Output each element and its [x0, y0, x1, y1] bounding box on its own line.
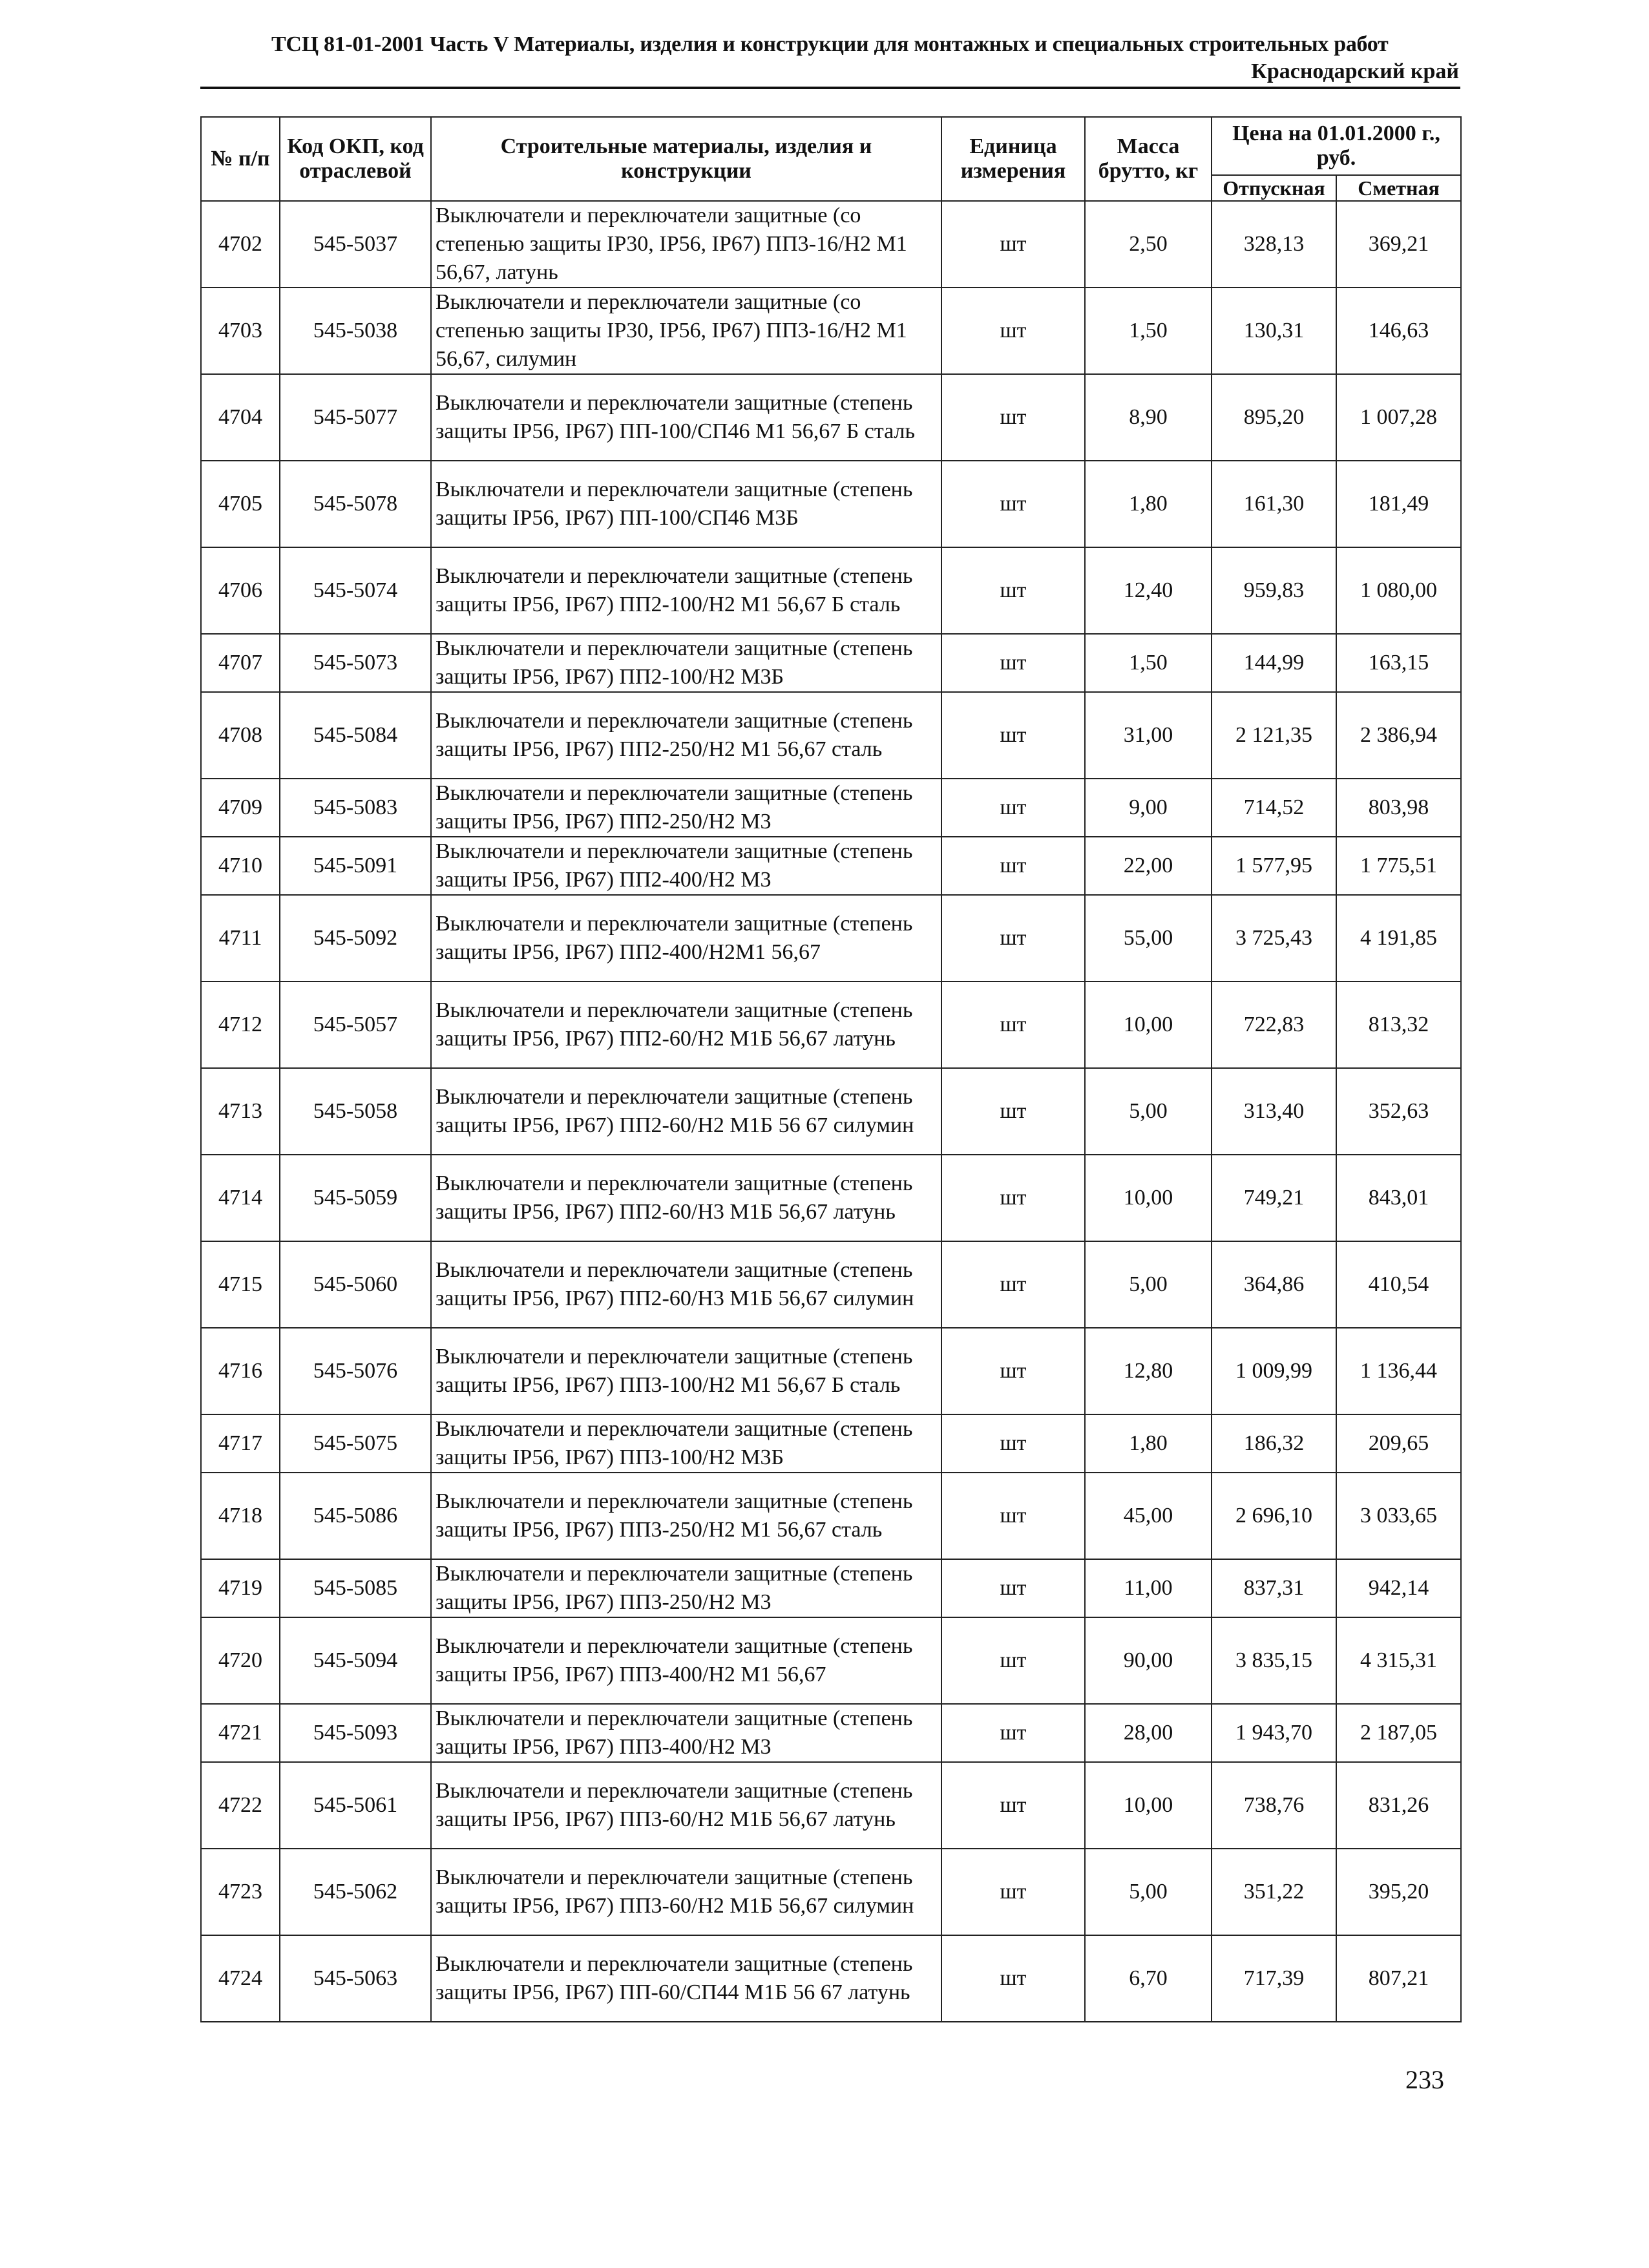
row-mass: 55,00 [1085, 895, 1212, 982]
row-price-estimate: 942,14 [1336, 1559, 1461, 1617]
row-code: 545-5083 [280, 779, 431, 837]
page-number: 233 [1405, 2065, 1444, 2094]
row-price-release: 749,21 [1212, 1155, 1336, 1241]
row-code: 545-5063 [280, 1935, 431, 2022]
table-row [201, 1155, 1461, 1241]
row-name: Выключатели и переключатели защитные (степень защиты IP56, IP67) ПП-100/СП46 М1 56,67 Б сталь [431, 374, 941, 461]
row-name: Выключатели и переключатели защитные (степень защиты IP56, IP67) ПП-60/СП44 М1Б 56 67 латунь [431, 1935, 941, 2022]
row-name: Выключатели и переключатели защитные (степень защиты IP56, IP67) ПП2-400/Н2М1 56,67 [431, 895, 941, 982]
price-table [200, 116, 1462, 2022]
row-mass: 10,00 [1085, 982, 1212, 1068]
row-name: Выключатели и переключатели защитные (степень защиты IP56, IP67) ПП2-100/Н2 М1 56,67 Б сталь [431, 547, 941, 634]
row-price-release: 364,86 [1212, 1241, 1336, 1328]
row-price-estimate: 352,63 [1336, 1068, 1461, 1155]
row-number: 4721 [201, 1704, 280, 1762]
row-code: 545-5059 [280, 1155, 431, 1241]
row-name: Выключатели и переключатели защитные (степень защиты IP56, IP67) ПП3-100/Н2 М1 56,67 Б сталь [431, 1328, 941, 1414]
row-unit: шт [941, 547, 1085, 634]
row-price-estimate: 1 080,00 [1336, 547, 1461, 634]
column-header-code: Код ОКП, код отраслевой [280, 117, 431, 201]
row-mass: 5,00 [1085, 1068, 1212, 1155]
table-row [201, 288, 1461, 374]
table-row [201, 1241, 1461, 1328]
table-row [201, 982, 1461, 1068]
row-mass: 6,70 [1085, 1935, 1212, 2022]
table-row [201, 1935, 1461, 2022]
row-price-release: 328,13 [1212, 201, 1336, 288]
row-code: 545-5062 [280, 1849, 431, 1935]
row-price-estimate: 2 386,94 [1336, 692, 1461, 779]
row-unit: шт [941, 1617, 1085, 1704]
row-unit: шт [941, 634, 1085, 692]
row-code: 545-5061 [280, 1762, 431, 1849]
row-code: 545-5060 [280, 1241, 431, 1328]
row-unit: шт [941, 1762, 1085, 1849]
column-header-price-release: Отпускная [1212, 175, 1336, 201]
row-number: 4715 [201, 1241, 280, 1328]
row-number: 4703 [201, 288, 280, 374]
row-number: 4716 [201, 1328, 280, 1414]
row-mass: 10,00 [1085, 1155, 1212, 1241]
table-row [201, 779, 1461, 837]
row-price-release: 2 696,10 [1212, 1473, 1336, 1559]
row-code: 545-5092 [280, 895, 431, 982]
column-header-price-estimate: Сметная [1336, 175, 1461, 201]
row-code: 545-5091 [280, 837, 431, 895]
row-unit: шт [941, 1559, 1085, 1617]
row-price-estimate: 803,98 [1336, 779, 1461, 837]
row-name: Выключатели и переключатели защитные (степень защиты IP56, IP67) ПП3-60/Н2 М1Б 56,67 латунь [431, 1762, 941, 1849]
row-name: Выключатели и переключатели защитные (степень защиты IP56, IP67) ПП-100/СП46 М3Б [431, 461, 941, 547]
row-name: Выключатели и переключатели защитные (степень защиты IP56, IP67) ПП2-60/Н2 М1Б 56 67 силумин [431, 1068, 941, 1155]
row-price-release: 1 577,95 [1212, 837, 1336, 895]
row-unit: шт [941, 1704, 1085, 1762]
row-price-estimate: 807,21 [1336, 1935, 1461, 2022]
row-name: Выключатели и переключатели защитные (степень защиты IP56, IP67) ПП2-100/Н2 М3Б [431, 634, 941, 692]
table-row [201, 1414, 1461, 1473]
row-code: 545-5084 [280, 692, 431, 779]
row-price-estimate: 163,15 [1336, 634, 1461, 692]
row-price-estimate: 181,49 [1336, 461, 1461, 547]
table-row [201, 1068, 1461, 1155]
row-code: 545-5058 [280, 1068, 431, 1155]
row-name: Выключатели и переключатели защитные (степень защиты IP56, IP67) ПП2-60/Н3 М1Б 56,67 силумин [431, 1241, 941, 1328]
row-unit: шт [941, 692, 1085, 779]
row-price-estimate: 2 187,05 [1336, 1704, 1461, 1762]
column-header-num: № п/п [201, 117, 280, 201]
row-price-release: 161,30 [1212, 461, 1336, 547]
table-row [201, 374, 1461, 461]
row-number: 4720 [201, 1617, 280, 1704]
row-name: Выключатели и переключатели защитные (степень защиты IP56, IP67) ПП2-250/Н2 М1 56,67 сталь [431, 692, 941, 779]
row-price-estimate: 369,21 [1336, 201, 1461, 288]
row-mass: 31,00 [1085, 692, 1212, 779]
row-price-release: 3 835,15 [1212, 1617, 1336, 1704]
row-number: 4718 [201, 1473, 280, 1559]
row-code: 545-5057 [280, 982, 431, 1068]
row-mass: 11,00 [1085, 1559, 1212, 1617]
column-header-name: Строительные материалы, изделия и конструкции [431, 117, 941, 201]
row-price-estimate: 831,26 [1336, 1762, 1461, 1849]
row-price-estimate: 395,20 [1336, 1849, 1461, 1935]
row-code: 545-5073 [280, 634, 431, 692]
row-number: 4707 [201, 634, 280, 692]
row-price-release: 1 009,99 [1212, 1328, 1336, 1414]
row-number: 4709 [201, 779, 280, 837]
header-divider [200, 87, 1460, 89]
row-unit: шт [941, 461, 1085, 547]
table-row [201, 461, 1461, 547]
table-row [201, 837, 1461, 895]
row-price-release: 351,22 [1212, 1849, 1336, 1935]
row-name: Выключатели и переключатели защитные (степень защиты IP56, IP67) ПП3-60/Н2 М1Б 56,67 силумин [431, 1849, 941, 1935]
row-name: Выключатели и переключатели защитные (со степенью защиты IP30, IP56, IP67) ПП3-16/Н2 М1 56,67, силумин [431, 288, 941, 374]
row-unit: шт [941, 1414, 1085, 1473]
row-number: 4717 [201, 1414, 280, 1473]
row-price-release: 3 725,43 [1212, 895, 1336, 982]
row-name: Выключатели и переключатели защитные (степень защиты IP56, IP67) ПП2-400/Н2 М3 [431, 837, 941, 895]
row-price-release: 837,31 [1212, 1559, 1336, 1617]
row-mass: 28,00 [1085, 1704, 1212, 1762]
row-number: 4712 [201, 982, 280, 1068]
row-code: 545-5086 [280, 1473, 431, 1559]
document-header-title: ТСЦ 81-01-2001 Часть V Материалы, изделия и конструкции для монтажных и специальных строительных работ [271, 32, 1389, 56]
row-mass: 45,00 [1085, 1473, 1212, 1559]
row-number: 4705 [201, 461, 280, 547]
row-code: 545-5085 [280, 1559, 431, 1617]
table-row [201, 1473, 1461, 1559]
row-mass: 1,80 [1085, 461, 1212, 547]
column-header-mass: Масса брутто, кг [1085, 117, 1212, 201]
row-mass: 5,00 [1085, 1241, 1212, 1328]
table-row [201, 547, 1461, 634]
row-price-estimate: 4 191,85 [1336, 895, 1461, 982]
row-number: 4710 [201, 837, 280, 895]
row-number: 4724 [201, 1935, 280, 2022]
row-price-release: 2 121,35 [1212, 692, 1336, 779]
row-code: 545-5037 [280, 201, 431, 288]
row-code: 545-5075 [280, 1414, 431, 1473]
table-body [201, 201, 1461, 2022]
row-mass: 1,50 [1085, 288, 1212, 374]
row-code: 545-5078 [280, 461, 431, 547]
row-name: Выключатели и переключатели защитные (со степенью защиты IP30, IP56, IP67) ПП3-16/Н2 М1 56,67, латунь [431, 201, 941, 288]
row-mass: 1,80 [1085, 1414, 1212, 1473]
row-unit: шт [941, 1328, 1085, 1414]
row-price-release: 738,76 [1212, 1762, 1336, 1849]
table-row [201, 895, 1461, 982]
row-mass: 10,00 [1085, 1762, 1212, 1849]
table-row [201, 1762, 1461, 1849]
row-price-estimate: 410,54 [1336, 1241, 1461, 1328]
row-number: 4708 [201, 692, 280, 779]
row-unit: шт [941, 779, 1085, 837]
row-code: 545-5094 [280, 1617, 431, 1704]
column-header-unit: Единица измерения [941, 117, 1085, 201]
row-price-release: 722,83 [1212, 982, 1336, 1068]
row-price-estimate: 1 775,51 [1336, 837, 1461, 895]
row-number: 4723 [201, 1849, 280, 1935]
table-row [201, 1328, 1461, 1414]
row-name: Выключатели и переключатели защитные (степень защиты IP56, IP67) ПП2-250/Н2 М3 [431, 779, 941, 837]
row-code: 545-5093 [280, 1704, 431, 1762]
table-row [201, 1559, 1461, 1617]
table-row [201, 1704, 1461, 1762]
row-unit: шт [941, 1935, 1085, 2022]
document-header-region: Краснодарский край [1251, 59, 1459, 83]
row-number: 4722 [201, 1762, 280, 1849]
row-price-release: 959,83 [1212, 547, 1336, 634]
row-mass: 5,00 [1085, 1849, 1212, 1935]
table-row [201, 1849, 1461, 1935]
row-unit: шт [941, 1068, 1085, 1155]
row-name: Выключатели и переключатели защитные (степень защиты IP56, IP67) ПП3-250/Н2 М1 56,67 сталь [431, 1473, 941, 1559]
row-name: Выключатели и переключатели защитные (степень защиты IP56, IP67) ПП3-100/Н2 М3Б [431, 1414, 941, 1473]
row-price-estimate: 843,01 [1336, 1155, 1461, 1241]
table-row [201, 692, 1461, 779]
row-price-estimate: 1 136,44 [1336, 1328, 1461, 1414]
row-price-release: 130,31 [1212, 288, 1336, 374]
row-code: 545-5074 [280, 547, 431, 634]
row-unit: шт [941, 837, 1085, 895]
row-price-estimate: 1 007,28 [1336, 374, 1461, 461]
row-mass: 1,50 [1085, 634, 1212, 692]
row-price-estimate: 4 315,31 [1336, 1617, 1461, 1704]
row-price-release: 313,40 [1212, 1068, 1336, 1155]
row-name: Выключатели и переключатели защитные (степень защиты IP56, IP67) ПП3-400/Н2 М3 [431, 1704, 941, 1762]
row-unit: шт [941, 895, 1085, 982]
row-code: 545-5076 [280, 1328, 431, 1414]
row-price-release: 144,99 [1212, 634, 1336, 692]
row-number: 4714 [201, 1155, 280, 1241]
row-number: 4706 [201, 547, 280, 634]
row-number: 4702 [201, 201, 280, 288]
row-mass: 22,00 [1085, 837, 1212, 895]
row-unit: шт [941, 1473, 1085, 1559]
row-unit: шт [941, 1155, 1085, 1241]
row-number: 4711 [201, 895, 280, 982]
row-unit: шт [941, 1241, 1085, 1328]
row-mass: 12,80 [1085, 1328, 1212, 1414]
row-unit: шт [941, 1849, 1085, 1935]
column-header-price-group: Цена на 01.01.2000 г., руб. [1212, 117, 1461, 175]
row-price-release: 895,20 [1212, 374, 1336, 461]
row-code: 545-5038 [280, 288, 431, 374]
row-mass: 90,00 [1085, 1617, 1212, 1704]
row-price-release: 714,52 [1212, 779, 1336, 837]
row-unit: шт [941, 288, 1085, 374]
row-name: Выключатели и переключатели защитные (степень защиты IP56, IP67) ПП3-400/Н2 М1 56,67 [431, 1617, 941, 1704]
row-name: Выключатели и переключатели защитные (степень защиты IP56, IP67) ПП2-60/Н2 М1Б 56,67 латунь [431, 982, 941, 1068]
row-mass: 2,50 [1085, 201, 1212, 288]
row-number: 4719 [201, 1559, 280, 1617]
row-price-estimate: 146,63 [1336, 288, 1461, 374]
row-unit: шт [941, 374, 1085, 461]
row-code: 545-5077 [280, 374, 431, 461]
row-price-estimate: 3 033,65 [1336, 1473, 1461, 1559]
table-row [201, 201, 1461, 288]
row-price-estimate: 813,32 [1336, 982, 1461, 1068]
row-number: 4704 [201, 374, 280, 461]
row-unit: шт [941, 982, 1085, 1068]
row-unit: шт [941, 201, 1085, 288]
row-name: Выключатели и переключатели защитные (степень защиты IP56, IP67) ПП3-250/Н2 М3 [431, 1559, 941, 1617]
row-price-estimate: 209,65 [1336, 1414, 1461, 1473]
row-price-release: 717,39 [1212, 1935, 1336, 2022]
table-row [201, 634, 1461, 692]
row-number: 4713 [201, 1068, 280, 1155]
table-row [201, 1617, 1461, 1704]
row-mass: 8,90 [1085, 374, 1212, 461]
row-price-release: 1 943,70 [1212, 1704, 1336, 1762]
row-mass: 12,40 [1085, 547, 1212, 634]
row-mass: 9,00 [1085, 779, 1212, 837]
row-price-release: 186,32 [1212, 1414, 1336, 1473]
row-name: Выключатели и переключатели защитные (степень защиты IP56, IP67) ПП2-60/Н3 М1Б 56,67 латунь [431, 1155, 941, 1241]
